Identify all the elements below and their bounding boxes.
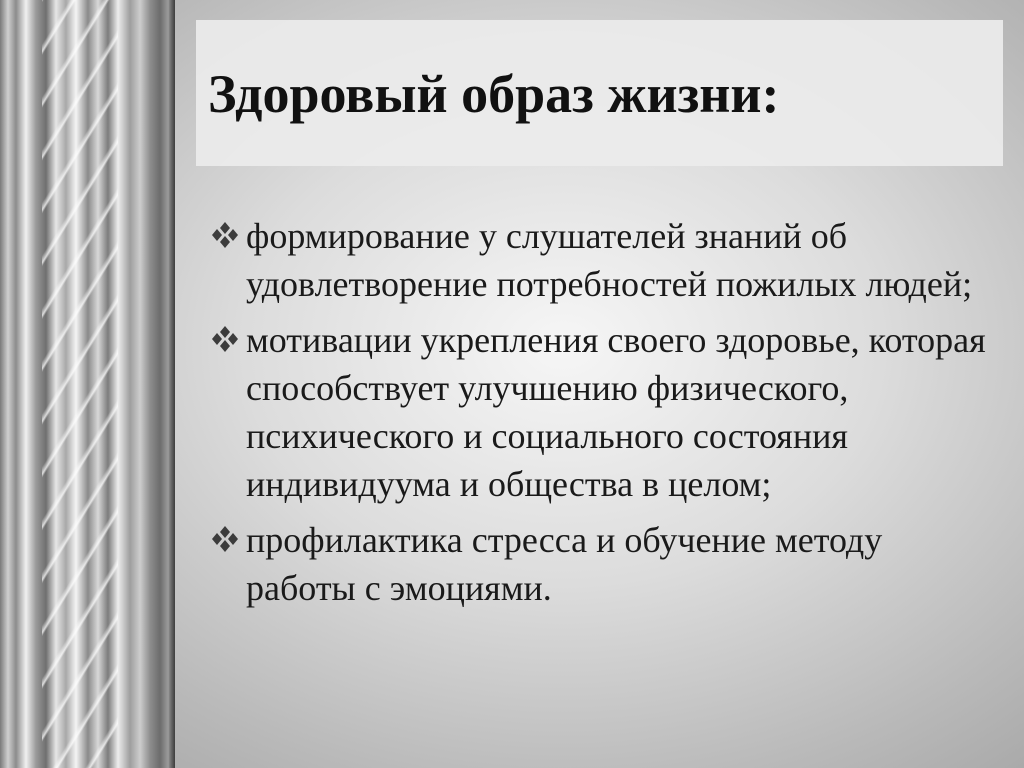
four-diamond-bullet-icon bbox=[210, 221, 240, 249]
slide-title: Здоровый образ жизни: bbox=[208, 64, 780, 124]
four-diamond-bullet-icon bbox=[210, 525, 240, 553]
bullet-item-2 bbox=[210, 316, 990, 508]
bullet-text: мотивации укрепления своего здоровье, которая способствует улучшению физического, психического и социального состояния индивидуума и общества в целом; bbox=[246, 320, 986, 504]
bullet-text: профилактика стресса и обучение методу работы с эмоциями. bbox=[246, 520, 883, 608]
title-banner bbox=[196, 20, 1003, 166]
four-diamond-bullet-icon bbox=[210, 325, 240, 353]
bullet-list bbox=[210, 212, 990, 620]
bullet-item-1 bbox=[210, 212, 990, 308]
bullet-text: формирование у слушателей знаний об удовлетворение потребностей пожилых людей; bbox=[246, 216, 973, 304]
decorative-side-band bbox=[0, 0, 175, 768]
bullet-item-3 bbox=[210, 516, 990, 612]
